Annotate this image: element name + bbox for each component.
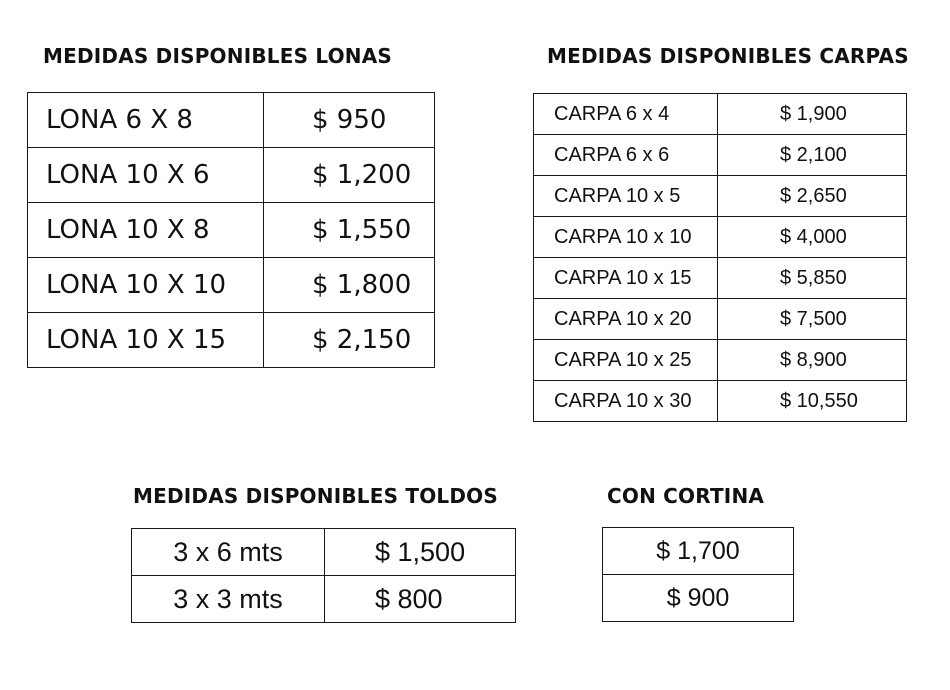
size-cell: CARPA 10 x 25 xyxy=(534,340,718,381)
price-cell: $ 1,550 xyxy=(264,203,435,258)
table-row xyxy=(132,529,516,576)
toldos-title: MEDIDAS DISPONIBLES TOLDOS xyxy=(133,484,498,508)
table-row xyxy=(534,94,907,135)
carpas-title: MEDIDAS DISPONIBLES CARPAS xyxy=(547,44,909,68)
price-cell: $ 2,150 xyxy=(264,313,435,368)
table-row xyxy=(534,258,907,299)
price-cell: $ 1,900 xyxy=(718,94,907,135)
table-row xyxy=(534,176,907,217)
size-cell: 3 x 6 mts xyxy=(132,529,325,576)
size-cell: CARPA 10 x 10 xyxy=(534,217,718,258)
lonas-price-table xyxy=(27,92,435,368)
table-row xyxy=(534,217,907,258)
table-row xyxy=(28,203,435,258)
price-cell: $ 7,500 xyxy=(718,299,907,340)
table-row xyxy=(28,148,435,203)
size-cell: CARPA 6 x 4 xyxy=(534,94,718,135)
toldos-price-table xyxy=(131,528,516,623)
table-row xyxy=(603,528,794,575)
price-cell: $ 1,700 xyxy=(603,528,794,575)
size-cell: CARPA 6 x 6 xyxy=(534,135,718,176)
table-row xyxy=(603,575,794,622)
cortina-title: CON CORTINA xyxy=(607,484,765,508)
size-cell: CARPA 10 x 30 xyxy=(534,381,718,422)
price-cell: $ 2,650 xyxy=(718,176,907,217)
price-cell: $ 2,100 xyxy=(718,135,907,176)
carpas-price-table xyxy=(533,93,907,422)
table-row xyxy=(534,340,907,381)
price-cell: $ 950 xyxy=(264,93,435,148)
table-row xyxy=(28,93,435,148)
price-cell: $ 900 xyxy=(603,575,794,622)
table-row xyxy=(28,258,435,313)
table-row xyxy=(28,313,435,368)
price-cell: $ 800 xyxy=(325,576,516,623)
table-row xyxy=(534,381,907,422)
size-cell: CARPA 10 x 15 xyxy=(534,258,718,299)
cortina-price-table xyxy=(602,527,794,622)
size-cell: LONA 10 X 10 xyxy=(28,258,264,313)
size-cell: CARPA 10 x 5 xyxy=(534,176,718,217)
table-row xyxy=(534,135,907,176)
table-row xyxy=(534,299,907,340)
price-cell: $ 1,500 xyxy=(325,529,516,576)
size-cell: LONA 6 X 8 xyxy=(28,93,264,148)
price-cell: $ 1,800 xyxy=(264,258,435,313)
price-cell: $ 4,000 xyxy=(718,217,907,258)
size-cell: CARPA 10 x 20 xyxy=(534,299,718,340)
price-cell: $ 8,900 xyxy=(718,340,907,381)
size-cell: LONA 10 X 8 xyxy=(28,203,264,258)
price-cell: $ 10,550 xyxy=(718,381,907,422)
size-cell: 3 x 3 mts xyxy=(132,576,325,623)
size-cell: LONA 10 X 6 xyxy=(28,148,264,203)
lonas-title: MEDIDAS DISPONIBLES LONAS xyxy=(43,44,393,68)
size-cell: LONA 10 X 15 xyxy=(28,313,264,368)
price-cell: $ 1,200 xyxy=(264,148,435,203)
table-row xyxy=(132,576,516,623)
price-cell: $ 5,850 xyxy=(718,258,907,299)
